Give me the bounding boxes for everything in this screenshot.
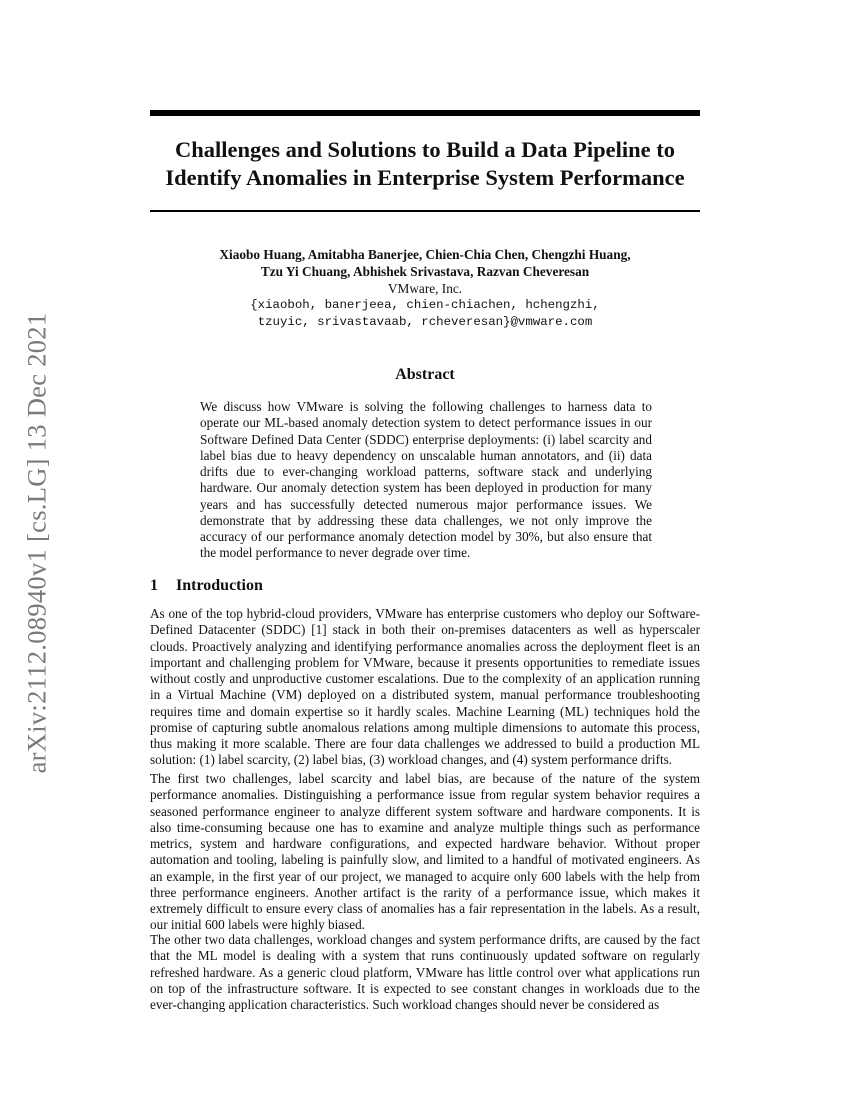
title-line-1: Challenges and Solutions to Build a Data Pipeline to — [174, 137, 676, 162]
section-heading-introduction — [150, 577, 263, 595]
title-line-2: Identify Anomalies in Enterprise System Performance — [165, 165, 685, 190]
author-emails-line-2: tzuyic, srivastavaab, rcheveresan}@vmware.com — [257, 315, 593, 329]
intro-paragraph-2: The first two challenges, label scarcity and label bias, are because of the nature of the system performance anomalies. Distinguishing a performance issue from regular system behavior requires a seasoned performance engineer to analyze different system software and hardware components. It is also time-consuming because one has to examine and analyze multiple things such as performance metrics, system and hardware configurations, and expected hardware behavior. Without proper automation and tooling, labeling is painfully slow, and limited to a handful of motivated engineers. As an example, in the first year of our project, we managed to acquire only 600 labels with the help from three performance engineers. Another artifact is the rarity of a performance issue, which makes it extremely difficult to ensure every class of anomalies has a fair representation in the labels. As a result, our initial 600 labels were highly biased. — [150, 771, 700, 933]
author-names-line-1: Xiaobo Huang, Amitabha Banerjee, Chien-Chia Chen, Chengzhi Huang, — [219, 247, 631, 262]
arxiv-identifier: arXiv:2112.08940v1 [cs.LG] 13 Dec 2021 — [21, 312, 52, 774]
title-rule-top — [150, 110, 700, 116]
intro-paragraph-3: The other two data challenges, workload changes and system performance drifts, are caused by the fact that the ML model is dealing with a system that runs continuously updated software on regularly refreshed hardware. As a generic cloud platform, VMware has little control over what applications run on top of the infrastructure software. It is expected to see constant changes in workloads due to the ever-changing application characteristics. Such workload changes should never be considered as — [150, 932, 700, 1012]
paper-title — [150, 136, 700, 192]
author-names-line-2: Tzu Yi Chuang, Abhishek Srivastava, Razvan Cheveresan — [260, 264, 590, 279]
arxiv-sidebar — [18, 293, 56, 793]
abstract-text: We discuss how VMware is solving the following challenges to harness data to operate our ML-based anomaly detection system to detect performance issues in our Software Defined Data Center (SDDC) enterprise deployments: (i) label scarcity and label bias due to heavy dependency on unscalable human annotators, and (ii) data drifts due to ever-changing workload patterns, software stack and underlying hardware. Our anomaly detection system has been deployed in production for many years and has successfully detected numerous major performance issues. We demonstrate that by addressing these data challenges, we not only improve the accuracy of our performance anomaly detection model by 30%, but also ensure that the model performance to never degrade over time. — [200, 399, 652, 561]
author-emails-line-1: {xiaoboh, banerjeea, chien-chiachen, hchengzhi, — [250, 298, 600, 312]
title-rule-bottom — [150, 210, 700, 212]
affiliation: VMware, Inc. — [387, 281, 463, 296]
section-title: Introduction — [176, 577, 263, 594]
abstract-heading: Abstract — [395, 366, 455, 383]
author-block — [150, 246, 700, 331]
section-number: 1 — [150, 577, 158, 594]
intro-paragraph-1: As one of the top hybrid-cloud providers, VMware has enterprise customers who deploy our Software-Defined Datacenter (SDDC) [1] stack in both their on-premises datacenters as well as hyperscaler clouds. Proactively analyzing and identifying performance anomalies across the deployment fleet is an important and challenging problem for VMware, because it presents opportunities to remediate issues without costly and unproductive customer escalations. Due to the complexity of an application running in a Virtual Machine (VM) deployed on a distributed system, manual performance troubleshooting requires time and domain expertise so it hardly scales. Machine Learning (ML) techniques hold the promise of capturing subtle anomalous relations among multiple dimensions to automate this process, thus making it more scalable. There are four data challenges we addressed to build a production ML solution: (1) label scarcity, (2) label bias, (3) workload changes, and (4) system performance drifts. — [150, 606, 700, 768]
